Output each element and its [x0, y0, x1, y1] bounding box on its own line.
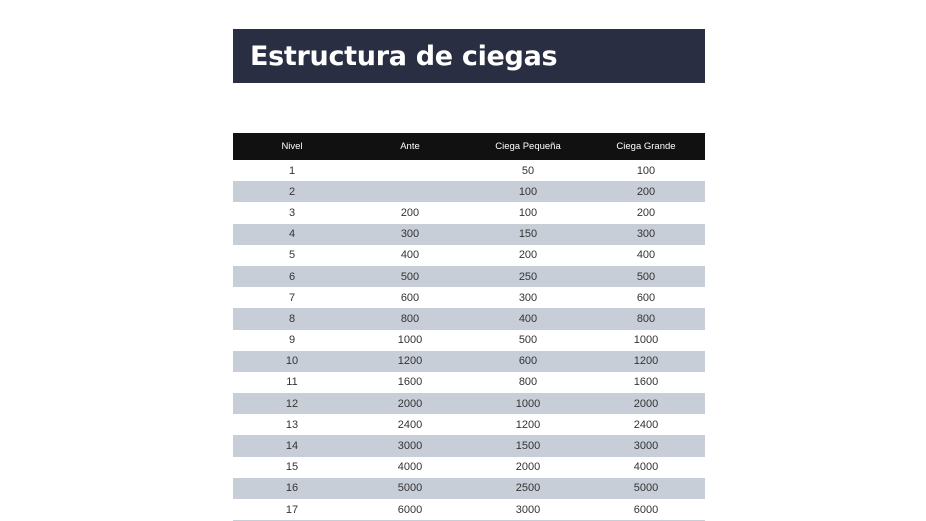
- table-row: [233, 478, 705, 499]
- ciega-grande-cell: 2400: [587, 414, 705, 435]
- nivel-cell: 13: [233, 414, 351, 435]
- nivel-cell: 17: [233, 499, 351, 521]
- ante-cell: 1200: [351, 351, 469, 372]
- table-row: [233, 245, 705, 266]
- ciega-pequena-cell: 400: [469, 308, 587, 329]
- ciega-pequena-cell: 800: [469, 372, 587, 393]
- nivel-cell: 11: [233, 372, 351, 393]
- nivel-cell: 12: [233, 393, 351, 414]
- ante-cell: 2000: [351, 393, 469, 414]
- table-row: [233, 372, 705, 393]
- ciega-pequena-cell: 2000: [469, 457, 587, 478]
- table-body: [233, 160, 705, 521]
- nivel-cell: 6: [233, 266, 351, 287]
- table-row: [233, 224, 705, 245]
- ciega-pequena-cell: 1200: [469, 414, 587, 435]
- ante-cell: 3000: [351, 435, 469, 456]
- table-row: [233, 330, 705, 351]
- ciega-grande-cell: 200: [587, 181, 705, 202]
- ante-cell: [351, 160, 469, 181]
- ciega-grande-cell: 300: [587, 224, 705, 245]
- title-bar: [233, 29, 705, 83]
- ante-cell: 1000: [351, 330, 469, 351]
- ante-cell: 500: [351, 266, 469, 287]
- ante-cell: 400: [351, 245, 469, 266]
- ciega-grande-cell: 6000: [587, 499, 705, 521]
- table-row: [233, 457, 705, 478]
- page-title: Estructura de ciegas: [250, 40, 558, 72]
- ante-cell: 4000: [351, 457, 469, 478]
- ciega-pequena-cell: 100: [469, 181, 587, 202]
- table-row: [233, 393, 705, 414]
- ciega-grande-cell: 3000: [587, 435, 705, 456]
- ciega-pequena-cell: 100: [469, 202, 587, 223]
- column-header-ante: Ante: [351, 133, 469, 160]
- nivel-cell: 5: [233, 245, 351, 266]
- nivel-cell: 14: [233, 435, 351, 456]
- table-row: [233, 414, 705, 435]
- nivel-cell: 7: [233, 287, 351, 308]
- ciega-grande-cell: 1600: [587, 372, 705, 393]
- nivel-cell: 3: [233, 202, 351, 223]
- nivel-cell: 1: [233, 160, 351, 181]
- table-row: [233, 435, 705, 456]
- table-row: [233, 308, 705, 329]
- ciega-grande-cell: 400: [587, 245, 705, 266]
- nivel-cell: 16: [233, 478, 351, 499]
- ante-cell: 6000: [351, 499, 469, 521]
- ante-cell: 300: [351, 224, 469, 245]
- nivel-cell: 15: [233, 457, 351, 478]
- ciega-pequena-cell: 50: [469, 160, 587, 181]
- nivel-cell: 8: [233, 308, 351, 329]
- blind-structure-table: [233, 133, 705, 521]
- ciega-pequena-cell: 1000: [469, 393, 587, 414]
- ciega-pequena-cell: 300: [469, 287, 587, 308]
- ante-cell: 2400: [351, 414, 469, 435]
- nivel-cell: 10: [233, 351, 351, 372]
- ciega-grande-cell: 1000: [587, 330, 705, 351]
- ciega-grande-cell: 500: [587, 266, 705, 287]
- ciega-grande-cell: 600: [587, 287, 705, 308]
- table-row: [233, 266, 705, 287]
- table-row: [233, 160, 705, 181]
- ciega-grande-cell: 2000: [587, 393, 705, 414]
- ante-cell: [351, 181, 469, 202]
- ciega-pequena-cell: 600: [469, 351, 587, 372]
- ciega-grande-cell: 200: [587, 202, 705, 223]
- ante-cell: 200: [351, 202, 469, 223]
- ante-cell: 1600: [351, 372, 469, 393]
- nivel-cell: 2: [233, 181, 351, 202]
- table-header-row: [233, 133, 705, 160]
- ciega-pequena-cell: 1500: [469, 435, 587, 456]
- table-row: [233, 287, 705, 308]
- ciega-grande-cell: 4000: [587, 457, 705, 478]
- ciega-pequena-cell: 500: [469, 330, 587, 351]
- ciega-grande-cell: 100: [587, 160, 705, 181]
- table-header: [233, 133, 705, 160]
- ciega-grande-cell: 1200: [587, 351, 705, 372]
- table-row: [233, 351, 705, 372]
- table-row: [233, 202, 705, 223]
- ciega-pequena-cell: 150: [469, 224, 587, 245]
- ciega-pequena-cell: 2500: [469, 478, 587, 499]
- ante-cell: 800: [351, 308, 469, 329]
- nivel-cell: 4: [233, 224, 351, 245]
- table-row: [233, 499, 705, 521]
- ciega-pequena-cell: 200: [469, 245, 587, 266]
- nivel-cell: 9: [233, 330, 351, 351]
- column-header-nivel: Nivel: [233, 133, 351, 160]
- ciega-grande-cell: 5000: [587, 478, 705, 499]
- ciega-grande-cell: 800: [587, 308, 705, 329]
- column-header-ciega-pequena: Ciega Pequeña: [469, 133, 587, 160]
- column-header-ciega-grande: Ciega Grande: [587, 133, 705, 160]
- ante-cell: 5000: [351, 478, 469, 499]
- ciega-pequena-cell: 250: [469, 266, 587, 287]
- ciega-pequena-cell: 3000: [469, 499, 587, 521]
- table-row: [233, 181, 705, 202]
- ante-cell: 600: [351, 287, 469, 308]
